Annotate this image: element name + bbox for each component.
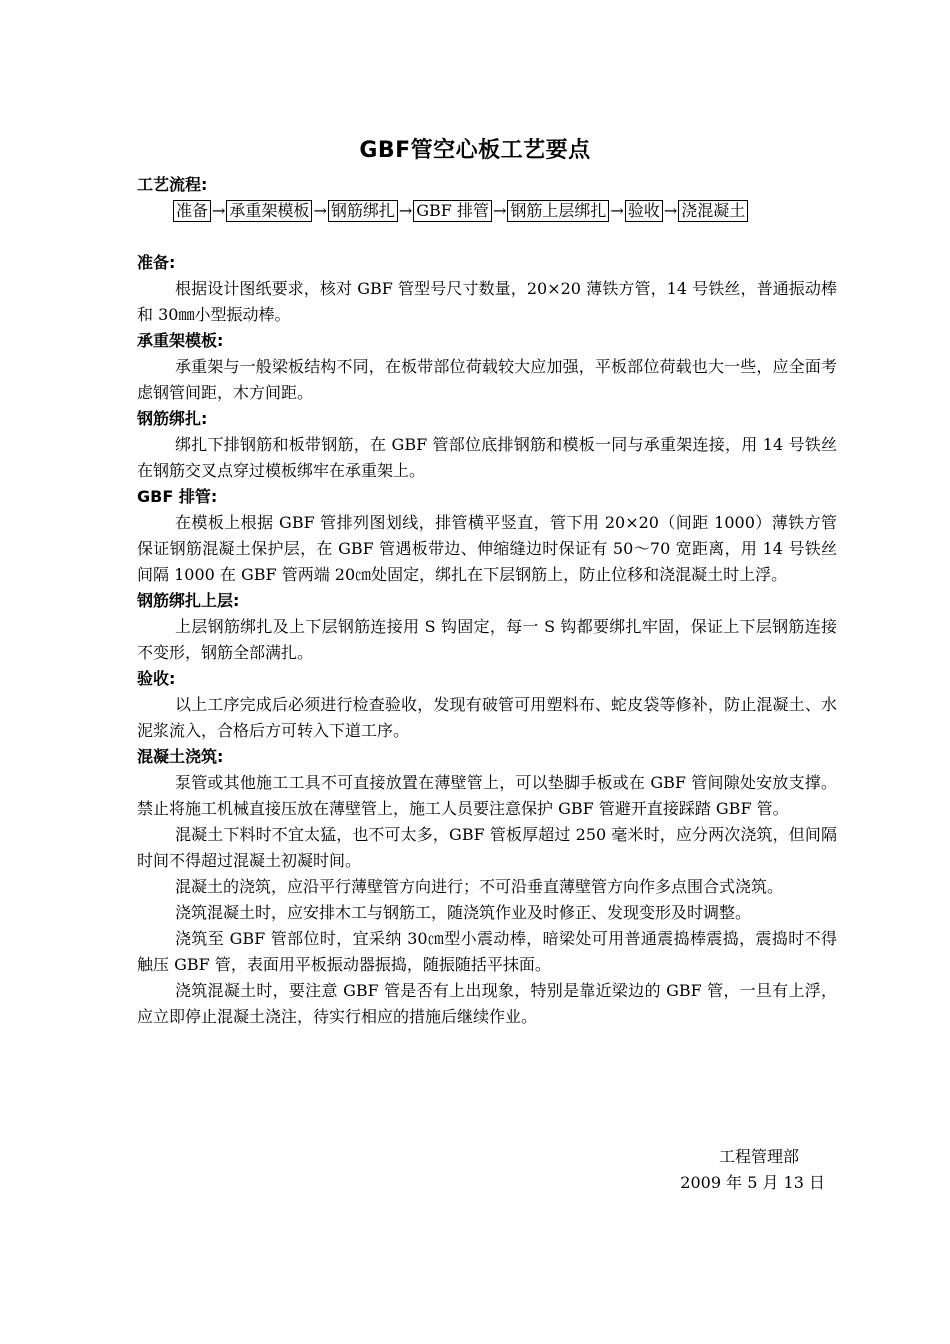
section-paragraph: 在模板上根据 GBF 管排列图划线，排管横平竖直，管下用 20×20（间距 1000）薄铁方管保证钢筋混凝土保护层，在 GBF 管遇板带边、伸缩缝边时保证有 50～70 宽距离，用 14 号铁丝间隔 1000 在 GBF 管两端 20㎝处固定，绑扎在下层钢筋上，防止位移和浇混凝土时上浮。 (137, 513, 837, 584)
flow-arrow: → (663, 201, 678, 220)
flow-step: 验收 (625, 200, 663, 222)
section-rebar (137, 406, 837, 484)
spacer (137, 224, 837, 250)
section-paragraph: 泵管或其他施工工具不可直接放置在薄壁管上，可以垫脚手板或在 GBF 管间隙处安放支撑。禁止将施工机械直接压放在薄壁管上，施工人员要注意保护 GBF 管避开直接踩踏 GBF 管。 (137, 773, 837, 818)
document-title: GBF管空心板工艺要点 (359, 138, 591, 163)
section-gbf-layout (137, 484, 837, 588)
flow-arrow: → (493, 201, 507, 220)
section-inspection (137, 666, 837, 744)
section-prepare (137, 250, 837, 328)
signature-department: 工程管理部 (718, 1147, 799, 1166)
section-paragraph: 承重架与一般梁板结构不同，在板带部位荷载较大应加强，平板部位荷载也大一些，应全面考虑钢管间距，木方间距。 (137, 357, 837, 402)
section-paragraph: 根据设计图纸要求，核对 GBF 管型号尺寸数量，20×20 薄铁方管，14 号铁丝，普通振动棒和 30㎜小型振动棒。 (137, 279, 837, 324)
flow-arrow: → (212, 201, 226, 220)
section-formwork (137, 328, 837, 406)
section-upper-rebar (137, 588, 837, 666)
section-heading: 承重架模板: (137, 331, 224, 350)
section-heading: 钢筋绑扎: (137, 409, 208, 428)
section-heading: 验收: (137, 669, 176, 688)
section-paragraph: 浇筑至 GBF 管部位时，宜采纳 30㎝型小震动棒，暗梁处可用普通震捣棒震捣，震捣时不得触压 GBF 管，表面用平板振动器振捣，随振随括平抹面。 (137, 929, 837, 974)
flow-step: 钢筋上层绑扎 (507, 200, 609, 222)
section-paragraph: 浇筑混凝土时，要注意 GBF 管是否有上出现象，特别是靠近梁边的 GBF 管，一旦有上浮，应立即停止混凝土浇注，待实行相应的措施后继续作业。 (137, 981, 837, 1026)
flow-step: GBF 排管 (413, 200, 492, 222)
flow-step: 承重架模板 (226, 200, 312, 222)
section-paragraph: 混凝土的浇筑，应沿平行薄壁管方向进行；不可沿垂直薄壁管方向作多点围合式浇筑。 (175, 877, 784, 896)
flow-step: 准备 (173, 200, 211, 222)
signature-date: 2009 年 5 月 13 日 (680, 1173, 825, 1192)
flow-heading: 工艺流程: (137, 175, 208, 194)
section-heading: 准备: (137, 253, 176, 272)
flow-arrow: → (610, 201, 624, 220)
document-body (137, 172, 837, 1030)
section-paragraph: 上层钢筋绑扎及上下层钢筋连接用 S 钩固定，每一 S 钩都要绑扎牢固，保证上下层钢筋连接不变形，钢筋全部满扎。 (137, 617, 837, 662)
section-paragraph: 浇筑混凝土时，应安排木工与钢筋工，随浇筑作业及时修正、发现变形及时调整。 (175, 903, 752, 922)
flow-step: 钢筋绑扎 (328, 200, 398, 222)
section-paragraph: 混凝土下料时不宜太猛，也不可太多，GBF 管板厚超过 250 毫米时，应分两次浇筑，但间隔时间不得超过混凝土初凝时间。 (137, 825, 837, 870)
section-heading: GBF 排管: (137, 487, 218, 506)
signature-block (680, 1144, 825, 1196)
section-paragraph: 绑扎下排钢筋和板带钢筋，在 GBF 管部位底排钢筋和模板一同与承重架连接，用 14 号铁丝在钢筋交叉点穿过模板绑牢在承重架上。 (137, 435, 837, 480)
section-paragraph: 以上工序完成后必须进行检查验收，发现有破管可用塑料布、蛇皮袋等修补，防止混凝土、水泥浆流入，合格后方可转入下道工序。 (137, 695, 837, 740)
flow-arrow: → (398, 201, 413, 220)
flow-step: 浇混凝土 (678, 200, 748, 222)
section-heading: 混凝土浇筑: (137, 747, 224, 766)
section-heading: 钢筋绑扎上层: (137, 591, 240, 610)
flow-arrow: → (313, 201, 327, 220)
process-flow (173, 198, 837, 224)
section-concrete-pouring (137, 744, 837, 1030)
